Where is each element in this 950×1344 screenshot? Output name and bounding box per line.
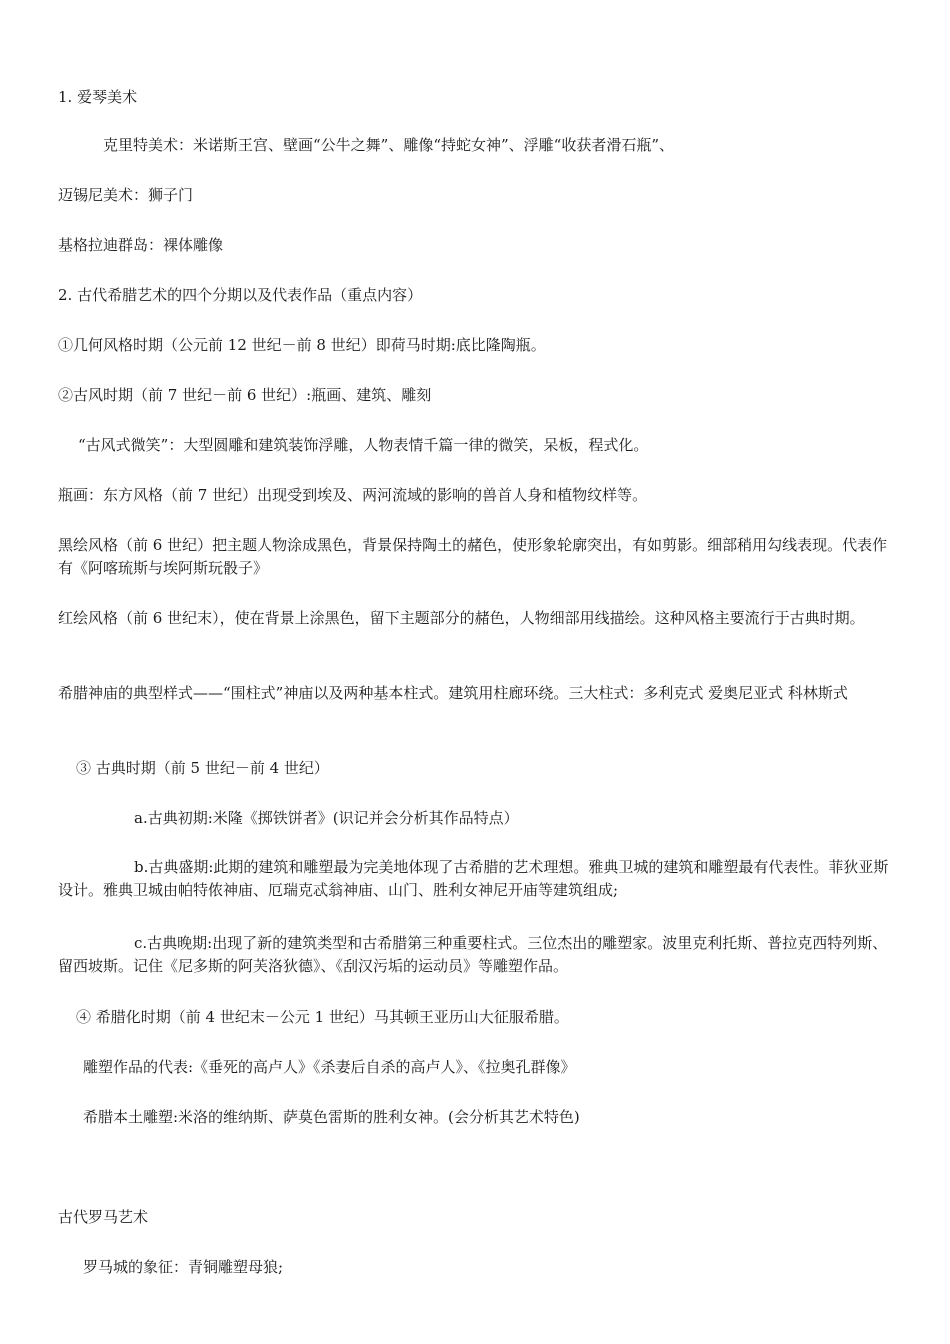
paragraph-cyclades: 基格拉迪群岛：裸体雕像	[58, 236, 224, 254]
paragraph-red-figure: 红绘风格（前 6 世纪末），使在背景上涂黑色，留下主题部分的赭色，人物细部用线描绘。这种风格主要流行于古典时期。	[58, 609, 865, 627]
paragraph-archaic-period: ②古风时期（前 7 世纪－前 6 世纪）:瓶画、建筑、雕刻	[58, 386, 432, 404]
paragraph-high-classical: b.古典盛期:此期的建筑和雕塑最为完美地体现了古希腊的艺术理想。雅典卫城的建筑和雕塑最有代表性。菲狄亚斯设计。雅典卫城由帕特侬神庙、厄瑞克忒翁神庙、山门、胜利女神尼开庙等建筑组成;	[58, 858, 889, 899]
paragraph-rome-symbol: 罗马城的象征：青铜雕塑母狼;	[83, 1258, 284, 1276]
paragraph-vase-painting: 瓶画：东方风格（前 7 世纪）出现受到埃及、两河流域的影响的兽首人身和植物纹样等。	[58, 486, 648, 504]
heading-greek-periods: 2. 古代希腊艺术的四个分期以及代表作品（重点内容）	[58, 286, 423, 304]
paragraph-late-classical: c.古典晚期:出现了新的建筑类型和古希腊第三种重要柱式。三位杰出的雕塑家。波里克利托斯、普拉克西特列斯、留西坡斯。记住《尼多斯的阿芙洛狄德》、《刮汉污垢的运动员》等雕塑作品。	[58, 934, 888, 975]
paragraph-black-figure: 黑绘风格（前 6 世纪）把主题人物涂成黑色，背景保持陶土的赭色，使形象轮廓突出，有如剪影。细部稍用勾线表现。代表作有《阿喀琉斯与埃阿斯玩骰子》	[58, 536, 888, 577]
heading-aegean-art: 1. 爱琴美术	[58, 88, 138, 106]
paragraph-classical-period: ③ 古典时期（前 5 世纪－前 4 世纪）	[76, 759, 329, 777]
paragraph-mycenae-art: 迈锡尼美术：狮子门	[58, 186, 194, 204]
paragraph-archaic-smile: “古风式微笑”：大型圆雕和建筑装饰浮雕，人物表情千篇一律的微笑，呆板，程式化。	[78, 436, 649, 454]
paragraph-hellenistic-period: ④ 希腊化时期（前 4 世纪末－公元 1 世纪）马其顿王亚历山大征服希腊。	[76, 1008, 569, 1026]
paragraph-temple-style: 希腊神庙的典型样式——“围柱式”神庙以及两种基本柱式。建筑用柱廊环绕。三大柱式：多利克式 爱奥尼亚式 科林斯式	[58, 684, 848, 702]
paragraph-crete-art: 克里特美术：米诺斯王宫、壁画“公牛之舞”、雕像“持蛇女神”、浮雕“收获者滑石瓶”、	[103, 136, 675, 154]
paragraph-geometric-period: ①几何风格时期（公元前 12 世纪－前 8 世纪）即荷马时期:底比隆陶瓶。	[58, 336, 546, 354]
heading-roman-art: 古代罗马艺术	[58, 1208, 149, 1226]
paragraph-early-classical: a.古典初期:米隆《掷铁饼者》(识记并会分析其作品特点）	[134, 809, 519, 827]
paragraph-sculpture-representatives: 雕塑作品的代表:《垂死的高卢人》《杀妻后自杀的高卢人》、《拉奥孔群像》	[83, 1058, 576, 1076]
paragraph-greek-native-sculpture: 希腊本土雕塑:米洛的维纳斯、萨莫色雷斯的胜利女神。(会分析其艺术特色)	[83, 1108, 580, 1126]
